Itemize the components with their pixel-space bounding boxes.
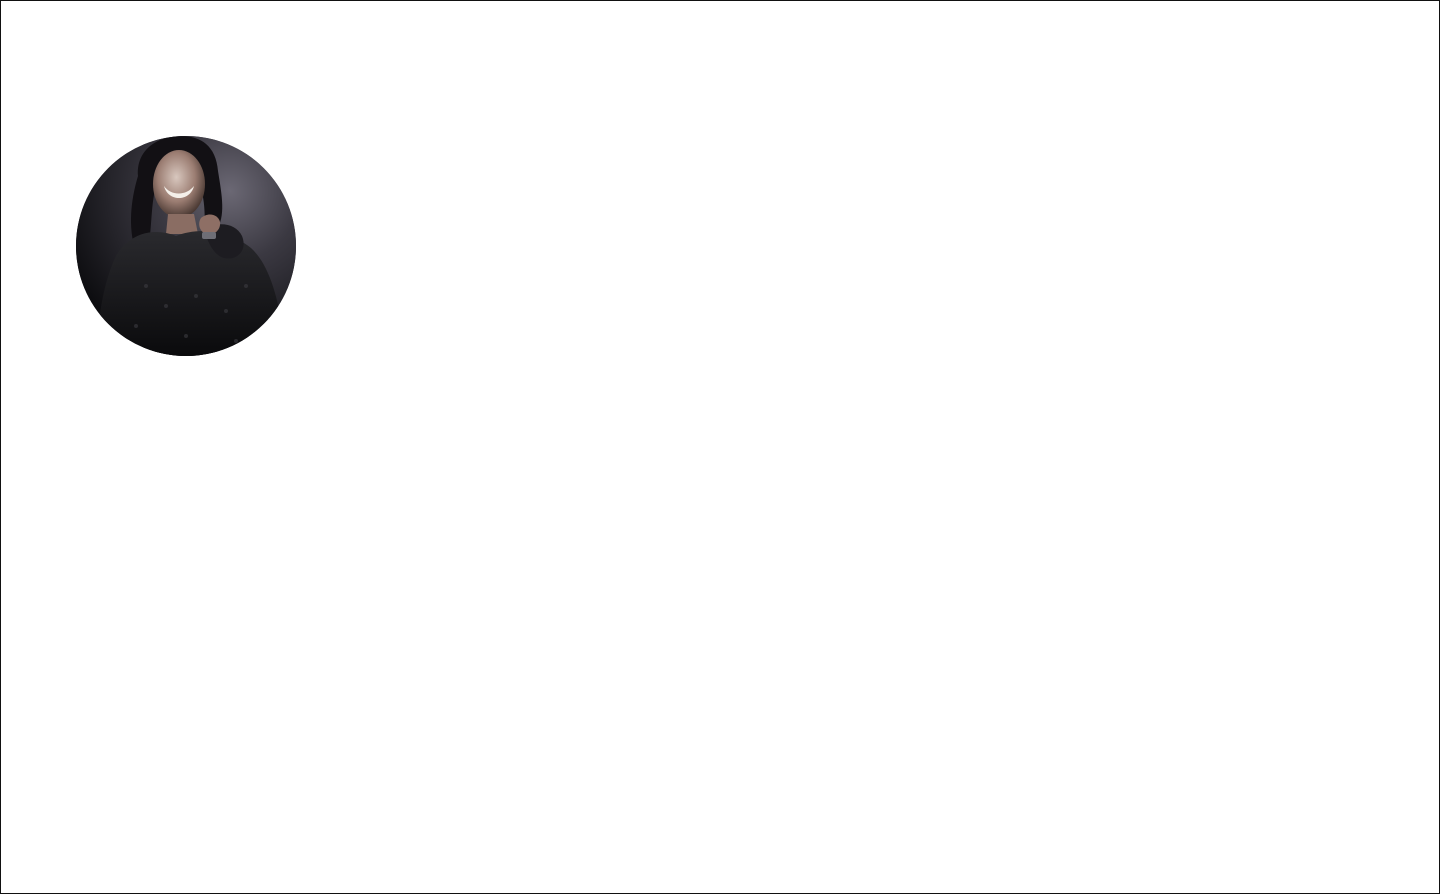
avatar-photo-icon: [76, 136, 296, 356]
avatar: [76, 136, 296, 356]
